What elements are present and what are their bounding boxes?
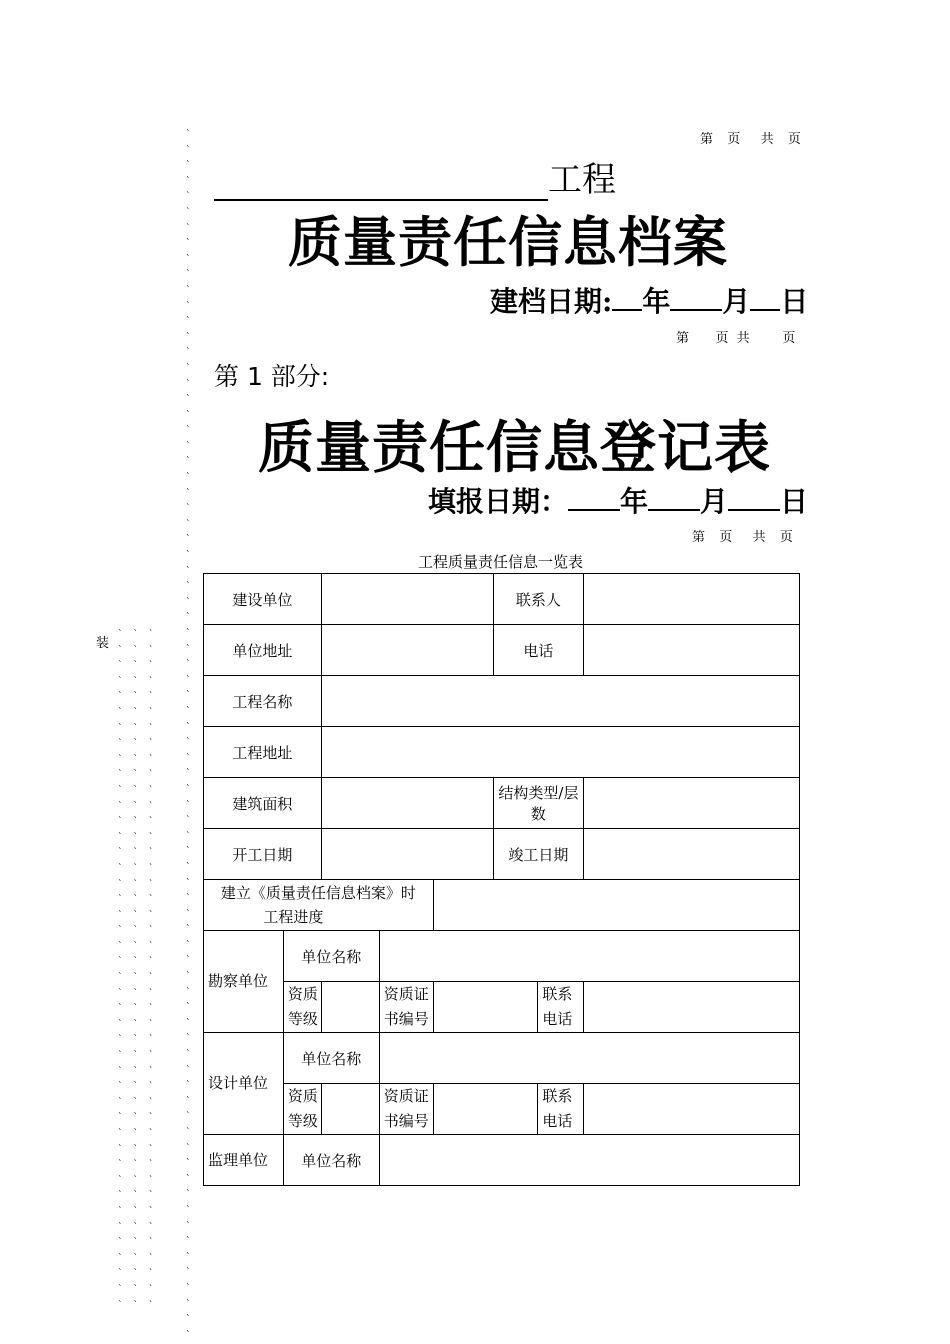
page-marker-3: 第 页 共 页 bbox=[692, 530, 795, 545]
design-unit-label: 设计单位 bbox=[204, 1033, 284, 1135]
contact-person-cell[interactable] bbox=[584, 574, 800, 625]
project-name-blank[interactable] bbox=[214, 163, 548, 201]
survey-unit-label: 勘察单位 bbox=[204, 931, 284, 1033]
day-label: 日 bbox=[780, 485, 809, 518]
page-marker-2: 第 页 共 页 bbox=[676, 331, 798, 346]
structure-type-cell[interactable] bbox=[584, 778, 800, 829]
design-unit-name-cell[interactable] bbox=[379, 1033, 799, 1084]
page-marker-1: 第 页 共 页 bbox=[700, 132, 803, 147]
survey-qual-cell[interactable] bbox=[321, 982, 379, 1033]
progress-cell[interactable] bbox=[433, 880, 799, 931]
project-name-label: 工程名称 bbox=[204, 676, 322, 727]
day-blank[interactable] bbox=[750, 285, 780, 311]
cert-line1: 资质证 bbox=[383, 1087, 429, 1105]
month-label: 月 bbox=[700, 485, 729, 518]
construction-unit-label: 建设单位 bbox=[204, 574, 322, 625]
start-date-label: 开工日期 bbox=[204, 829, 322, 880]
info-table bbox=[203, 573, 800, 1186]
project-address-label: 工程地址 bbox=[204, 727, 322, 778]
survey-cert-label bbox=[379, 982, 433, 1033]
progress-label-line1: 建立《质量责任信息档案》时 bbox=[220, 884, 416, 902]
design-qual-label bbox=[283, 1084, 321, 1135]
survey-contact-cell[interactable] bbox=[584, 982, 800, 1033]
month-label: 月 bbox=[722, 285, 751, 318]
register-title: 质量责任信息登记表 bbox=[258, 415, 771, 481]
start-date-cell[interactable] bbox=[321, 829, 493, 880]
contact-person-label: 联系人 bbox=[493, 574, 584, 625]
phone-label: 电话 bbox=[493, 625, 584, 676]
design-cert-cell[interactable] bbox=[433, 1084, 538, 1135]
structure-type-label: 结构类型/层数 bbox=[493, 778, 584, 829]
archive-date bbox=[490, 280, 808, 320]
completion-date-label: 竣工日期 bbox=[493, 829, 584, 880]
progress-label bbox=[204, 880, 434, 931]
supervision-unit-label: 监理单位 bbox=[204, 1135, 284, 1186]
building-area-cell[interactable] bbox=[321, 778, 493, 829]
archive-title: 质量责任信息档案 bbox=[288, 210, 728, 274]
project-line bbox=[214, 152, 616, 201]
cert-line2: 书编号 bbox=[383, 1010, 429, 1028]
contact-line2: 电话 bbox=[542, 1010, 573, 1028]
design-unit-name-label: 单位名称 bbox=[283, 1033, 379, 1084]
contact-line2: 电话 bbox=[542, 1112, 573, 1130]
building-area-label: 建筑面积 bbox=[204, 778, 322, 829]
qual-line1: 资质 bbox=[287, 1087, 318, 1105]
month-blank[interactable] bbox=[648, 485, 700, 511]
supervision-unit-name-cell[interactable] bbox=[379, 1135, 799, 1186]
fill-date bbox=[428, 480, 808, 520]
year-label: 年 bbox=[642, 285, 671, 318]
archive-date-label: 建档日期: bbox=[490, 285, 613, 318]
binding-dots-outer: ` ` ` ` ` ` ` ` ` ` ` ` ` ` ` ` ` ` ` ` ` ` ` ` ` ` ` ` ` ` ` ` ` ` ` ` ` ` ` ` ` ` ` ` ` ` ` ` ` ` ` ` ` ` ` ` ` ` ` ` ` ` ` ` ` ` ` ` ` ` ` ` ` ` ` ` ` ` bbox=[186, 130, 195, 1341]
completion-date-cell[interactable] bbox=[584, 829, 800, 880]
qual-line2: 等级 bbox=[287, 1112, 318, 1130]
contact-line1: 联系 bbox=[542, 985, 573, 1003]
survey-contact-label bbox=[538, 982, 584, 1033]
survey-unit-name-cell[interactable] bbox=[379, 931, 799, 982]
progress-label-line2: 工程进度 bbox=[263, 908, 324, 926]
survey-qual-label bbox=[283, 982, 321, 1033]
qual-line2: 等级 bbox=[287, 1010, 318, 1028]
survey-unit-name-label: 单位名称 bbox=[283, 931, 379, 982]
survey-cert-cell[interactable] bbox=[433, 982, 538, 1033]
day-label: 日 bbox=[780, 285, 809, 318]
year-blank[interactable] bbox=[568, 485, 620, 511]
project-name-cell[interactable] bbox=[321, 676, 799, 727]
unit-address-cell[interactable] bbox=[321, 625, 493, 676]
construction-unit-cell[interactable] bbox=[321, 574, 493, 625]
cert-line2: 书编号 bbox=[383, 1112, 429, 1130]
year-blank[interactable] bbox=[612, 285, 642, 311]
design-cert-label bbox=[379, 1084, 433, 1135]
unit-address-label: 单位地址 bbox=[204, 625, 322, 676]
design-contact-cell[interactable] bbox=[584, 1084, 800, 1135]
fill-date-label: 填报日期： bbox=[428, 485, 569, 518]
contact-line1: 联系 bbox=[542, 1087, 573, 1105]
design-qual-cell[interactable] bbox=[321, 1084, 379, 1135]
design-contact-label bbox=[538, 1084, 584, 1135]
cert-line1: 资质证 bbox=[383, 985, 429, 1003]
supervision-unit-name-label: 单位名称 bbox=[283, 1135, 379, 1186]
year-label: 年 bbox=[620, 485, 649, 518]
part-label: 第 1 部分: bbox=[214, 362, 330, 391]
phone-cell[interactable] bbox=[584, 625, 800, 676]
month-blank[interactable] bbox=[670, 285, 722, 311]
margin-mark: 装 bbox=[96, 636, 110, 651]
table-caption: 工程质量责任信息一览表 bbox=[418, 553, 584, 571]
project-address-cell[interactable] bbox=[321, 727, 799, 778]
day-blank[interactable] bbox=[728, 485, 780, 511]
qual-line1: 资质 bbox=[287, 985, 318, 1003]
binding-dots-inner: ` ` ` ` ` ` ` ` ` ` ` ` ` ` ` ` ` ` ` ` ` ` ` ` ` ` ` ` ` ` ` ` ` ` ` ` ` ` ` ` ` ` ` ` ` ` ` ` ` ` ` ` ` ` ` ` ` ` ` ` ` ` ` ` ` ` ` ` ` ` ` ` ` ` ` ` ` ` ` ` ` ` ` ` ` ` ` ` ` ` ` ` ` ` ` ` ` ` ` ` ` ` ` ` ` ` ` ` ` ` ` ` ` ` ` ` ` ` ` ` ` ` ` ` ` ` ` ` ` ` ` ` bbox=[118, 630, 158, 1311]
project-suffix: 工程 bbox=[548, 160, 616, 200]
